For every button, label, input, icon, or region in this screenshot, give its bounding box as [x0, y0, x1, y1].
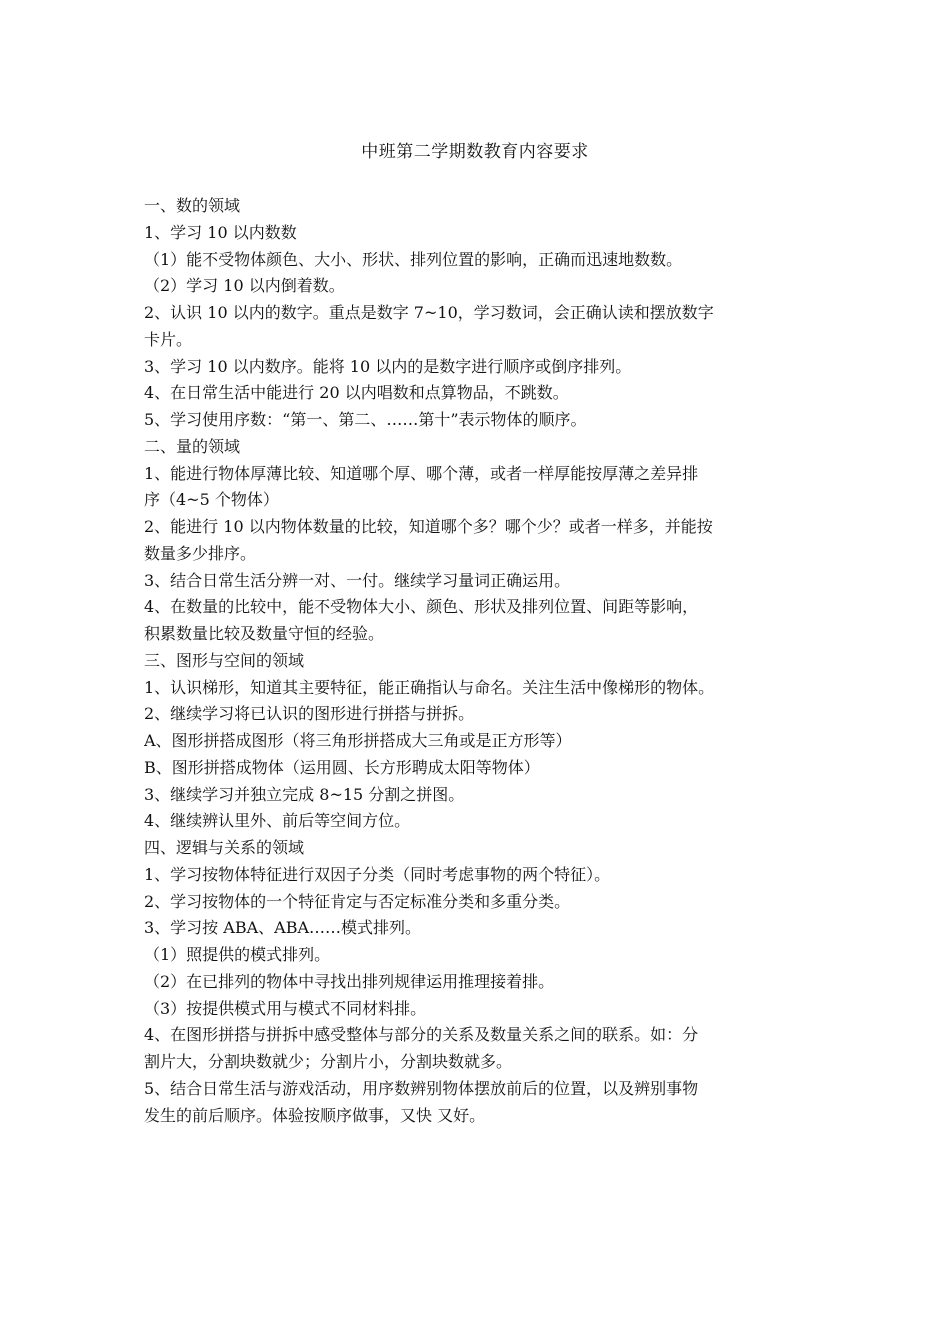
paragraph-line: （1）照提供的模式排列。 [144, 945, 331, 964]
paragraph-line: 2、认识 10 以内的数字。重点是数字 7~10，学习数词，会正确认读和摆放数字 [144, 303, 714, 322]
paragraph-line: 发生的前后顺序。体验按顺序做事，又快 又好。 [144, 1105, 486, 1125]
paragraph-line: 3、结合日常生活分辨一对、一付。继续学习量词正确运用。 [144, 570, 571, 590]
paragraph-line: 5、结合日常生活与游戏活动，用序数辨别物体摆放前后的位置，以及辨别事物 [144, 1078, 699, 1098]
paragraph-line: （1）能不受物体颜色、大小、形状、排列位置的影响，正确而迅速地数数。 [144, 249, 683, 269]
paragraph-line: 5、学习使用序数：“第一、第二、……第十”表示物体的顺序。 [144, 410, 587, 429]
document-title: 中班第二学期数教育内容要求 [361, 142, 589, 162]
paragraph-line: （2）学习 10 以内倒着数。 [144, 276, 345, 296]
paragraph-line: 积累数量比较及数量守恒的经验。 [144, 624, 385, 643]
paragraph-line: 1、认识梯形，知道其主要特征，能正确指认与命名。关注生活中像梯形的物体。 [144, 677, 715, 697]
section-heading-quantity: 二、量的领域 [144, 436, 241, 456]
section-heading-logic-relations: 四、逻辑与关系的领域 [144, 838, 305, 857]
paragraph-line: 3、学习按 ABA、ABA……模式排列。 [144, 918, 422, 938]
paragraph-line: 1、学习按物体特征进行双因子分类（同时考虑事物的两个特征）。 [144, 864, 611, 884]
paragraph-line: 2、学习按物体的一个特征肯定与否定标准分类和多重分类。 [144, 891, 571, 911]
paragraph-line: 4、在日常生活中能进行 20 以内唱数和点算物品，不跳数。 [144, 383, 569, 403]
paragraph-line: 数量多少排序。 [144, 543, 257, 563]
paragraph-line: 4、继续辨认里外、前后等空间方位。 [144, 811, 411, 831]
paragraph-line: A、图形拼搭成图形（将三角形拼搭成大三角或是正方形等） [144, 731, 572, 750]
paragraph-line: （3）按提供模式用与模式不同材料排。 [144, 998, 427, 1018]
paragraph-line: 3、学习 10 以内数序。能将 10 以内的是数字进行顺序或倒序排列。 [144, 356, 632, 376]
section-heading-shapes-space: 三、图形与空间的领域 [144, 650, 305, 670]
paragraph-line: 卡片。 [144, 329, 193, 349]
paragraph-line: 4、在数量的比较中，能不受物体大小、颜色、形状及排列位置、间距等影响， [144, 597, 699, 617]
paragraph-line: B、图形拼搭成物体（运用圆、长方形聘成太阳等物体） [144, 757, 540, 777]
paragraph-line: 3、继续学习并独立完成 8~15 分割之拼图。 [144, 784, 465, 804]
paragraph-line: 割片大，分割块数就少；分割片小，分割块数就多。 [144, 1052, 513, 1071]
document-body [144, 193, 808, 1129]
paragraph-line: 1、学习 10 以内数数 [144, 222, 297, 242]
paragraph-line: 2、继续学习将已认识的图形进行拼搭与拼拆。 [144, 704, 475, 724]
paragraph-line: 4、在图形拼搭与拼拆中感受整体与部分的关系及数量关系之间的联系。如：分 [144, 1025, 699, 1045]
paragraph-line: 2、能进行 10 以内物体数量的比较，知道哪个多？哪个少？或者一样多，并能按 [144, 517, 713, 536]
paragraph-line: （2）在已排列的物体中寻找出排列规律运用推理接着排。 [144, 971, 555, 991]
paragraph-line: 1、能进行物体厚薄比较、知道哪个厚、哪个薄，或者一样厚能按厚薄之差异排 [144, 463, 699, 483]
paragraph-line: 序（4~5 个物体） [144, 490, 279, 510]
section-heading-numbers: 一、数的领域 [144, 196, 241, 215]
